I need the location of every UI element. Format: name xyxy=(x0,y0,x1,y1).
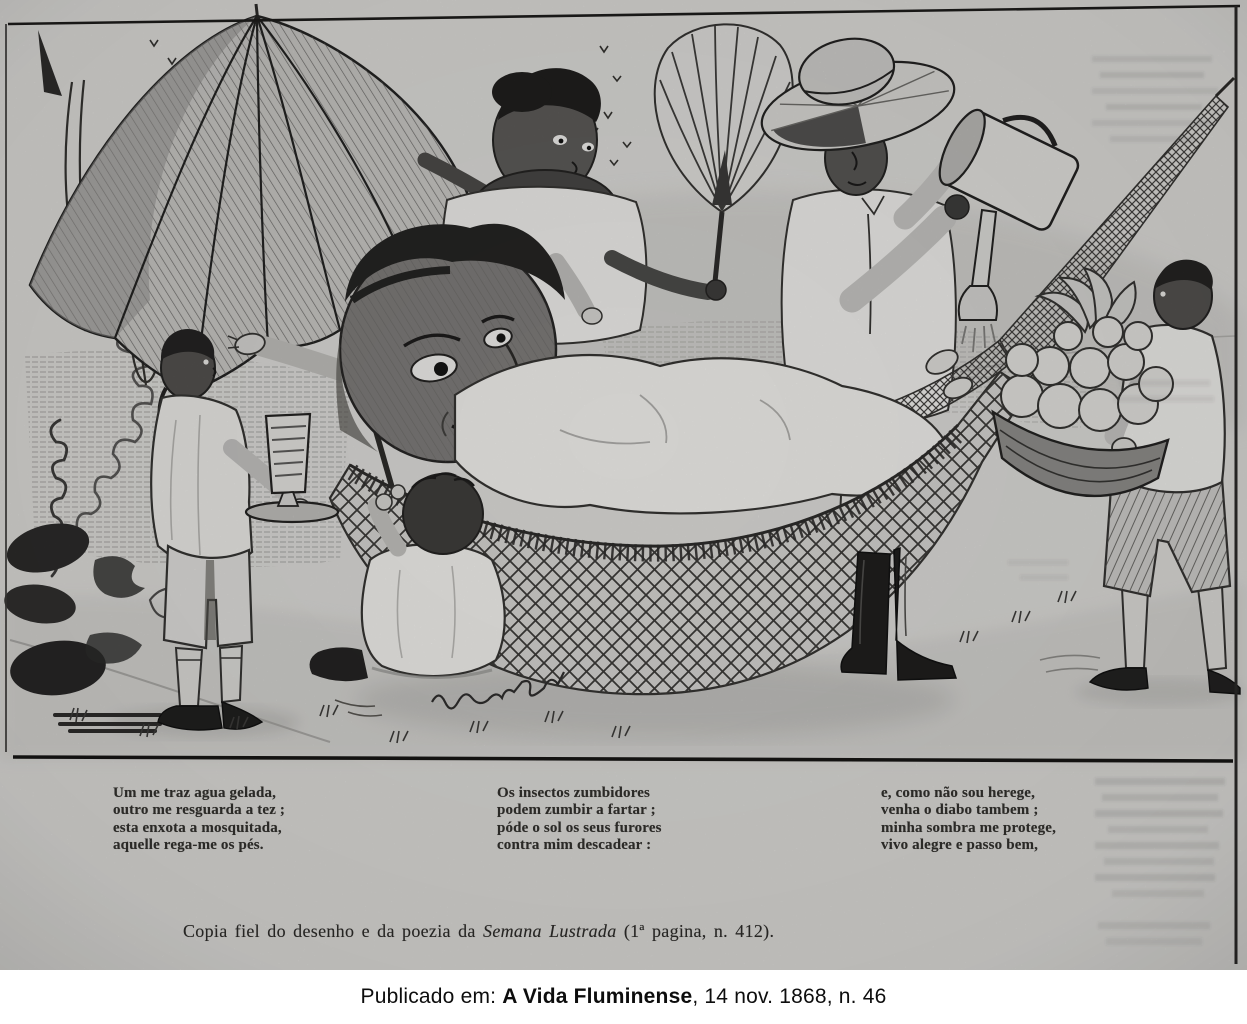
verse-line: Os insectos zumbidores xyxy=(497,785,651,801)
verse-line: esta enxota a mosquitada, xyxy=(113,819,282,836)
verse-line: contra mim descadear : xyxy=(497,837,652,854)
verse-line: Um me traz agua gelada, xyxy=(113,785,277,801)
verse-line: outro me resguarda a tez ; xyxy=(113,802,286,819)
publication-title: A Vida Fluminense xyxy=(502,985,693,1008)
verse-line: póde o sol os seus furores xyxy=(497,819,662,836)
publication-suffix: , 14 nov. 1868, n. 46 xyxy=(692,985,887,1008)
publication-line xyxy=(361,985,887,1009)
caption-journal-title: Semana Lustrada xyxy=(483,921,617,941)
verse-line: minha sombra me protege, xyxy=(881,819,1056,836)
caption-prefix: Copia fiel do desenho e da poezia da xyxy=(183,921,484,941)
verse-line: e, como não sou herege, xyxy=(881,785,1035,801)
publication-footer xyxy=(0,970,1247,1024)
publication-prefix: Publicado em: xyxy=(360,985,503,1008)
verse-line: podem zumbir a fartar ; xyxy=(497,802,656,819)
verse-line: aquelle rega-me os pés. xyxy=(113,837,264,854)
verse-line: vivo alegre e passo bem, xyxy=(881,837,1039,854)
caption-suffix: (1ª pagina, n. 412). xyxy=(616,921,775,941)
caption xyxy=(183,921,774,942)
verse-line: venha o diabo tambem ; xyxy=(881,802,1039,819)
